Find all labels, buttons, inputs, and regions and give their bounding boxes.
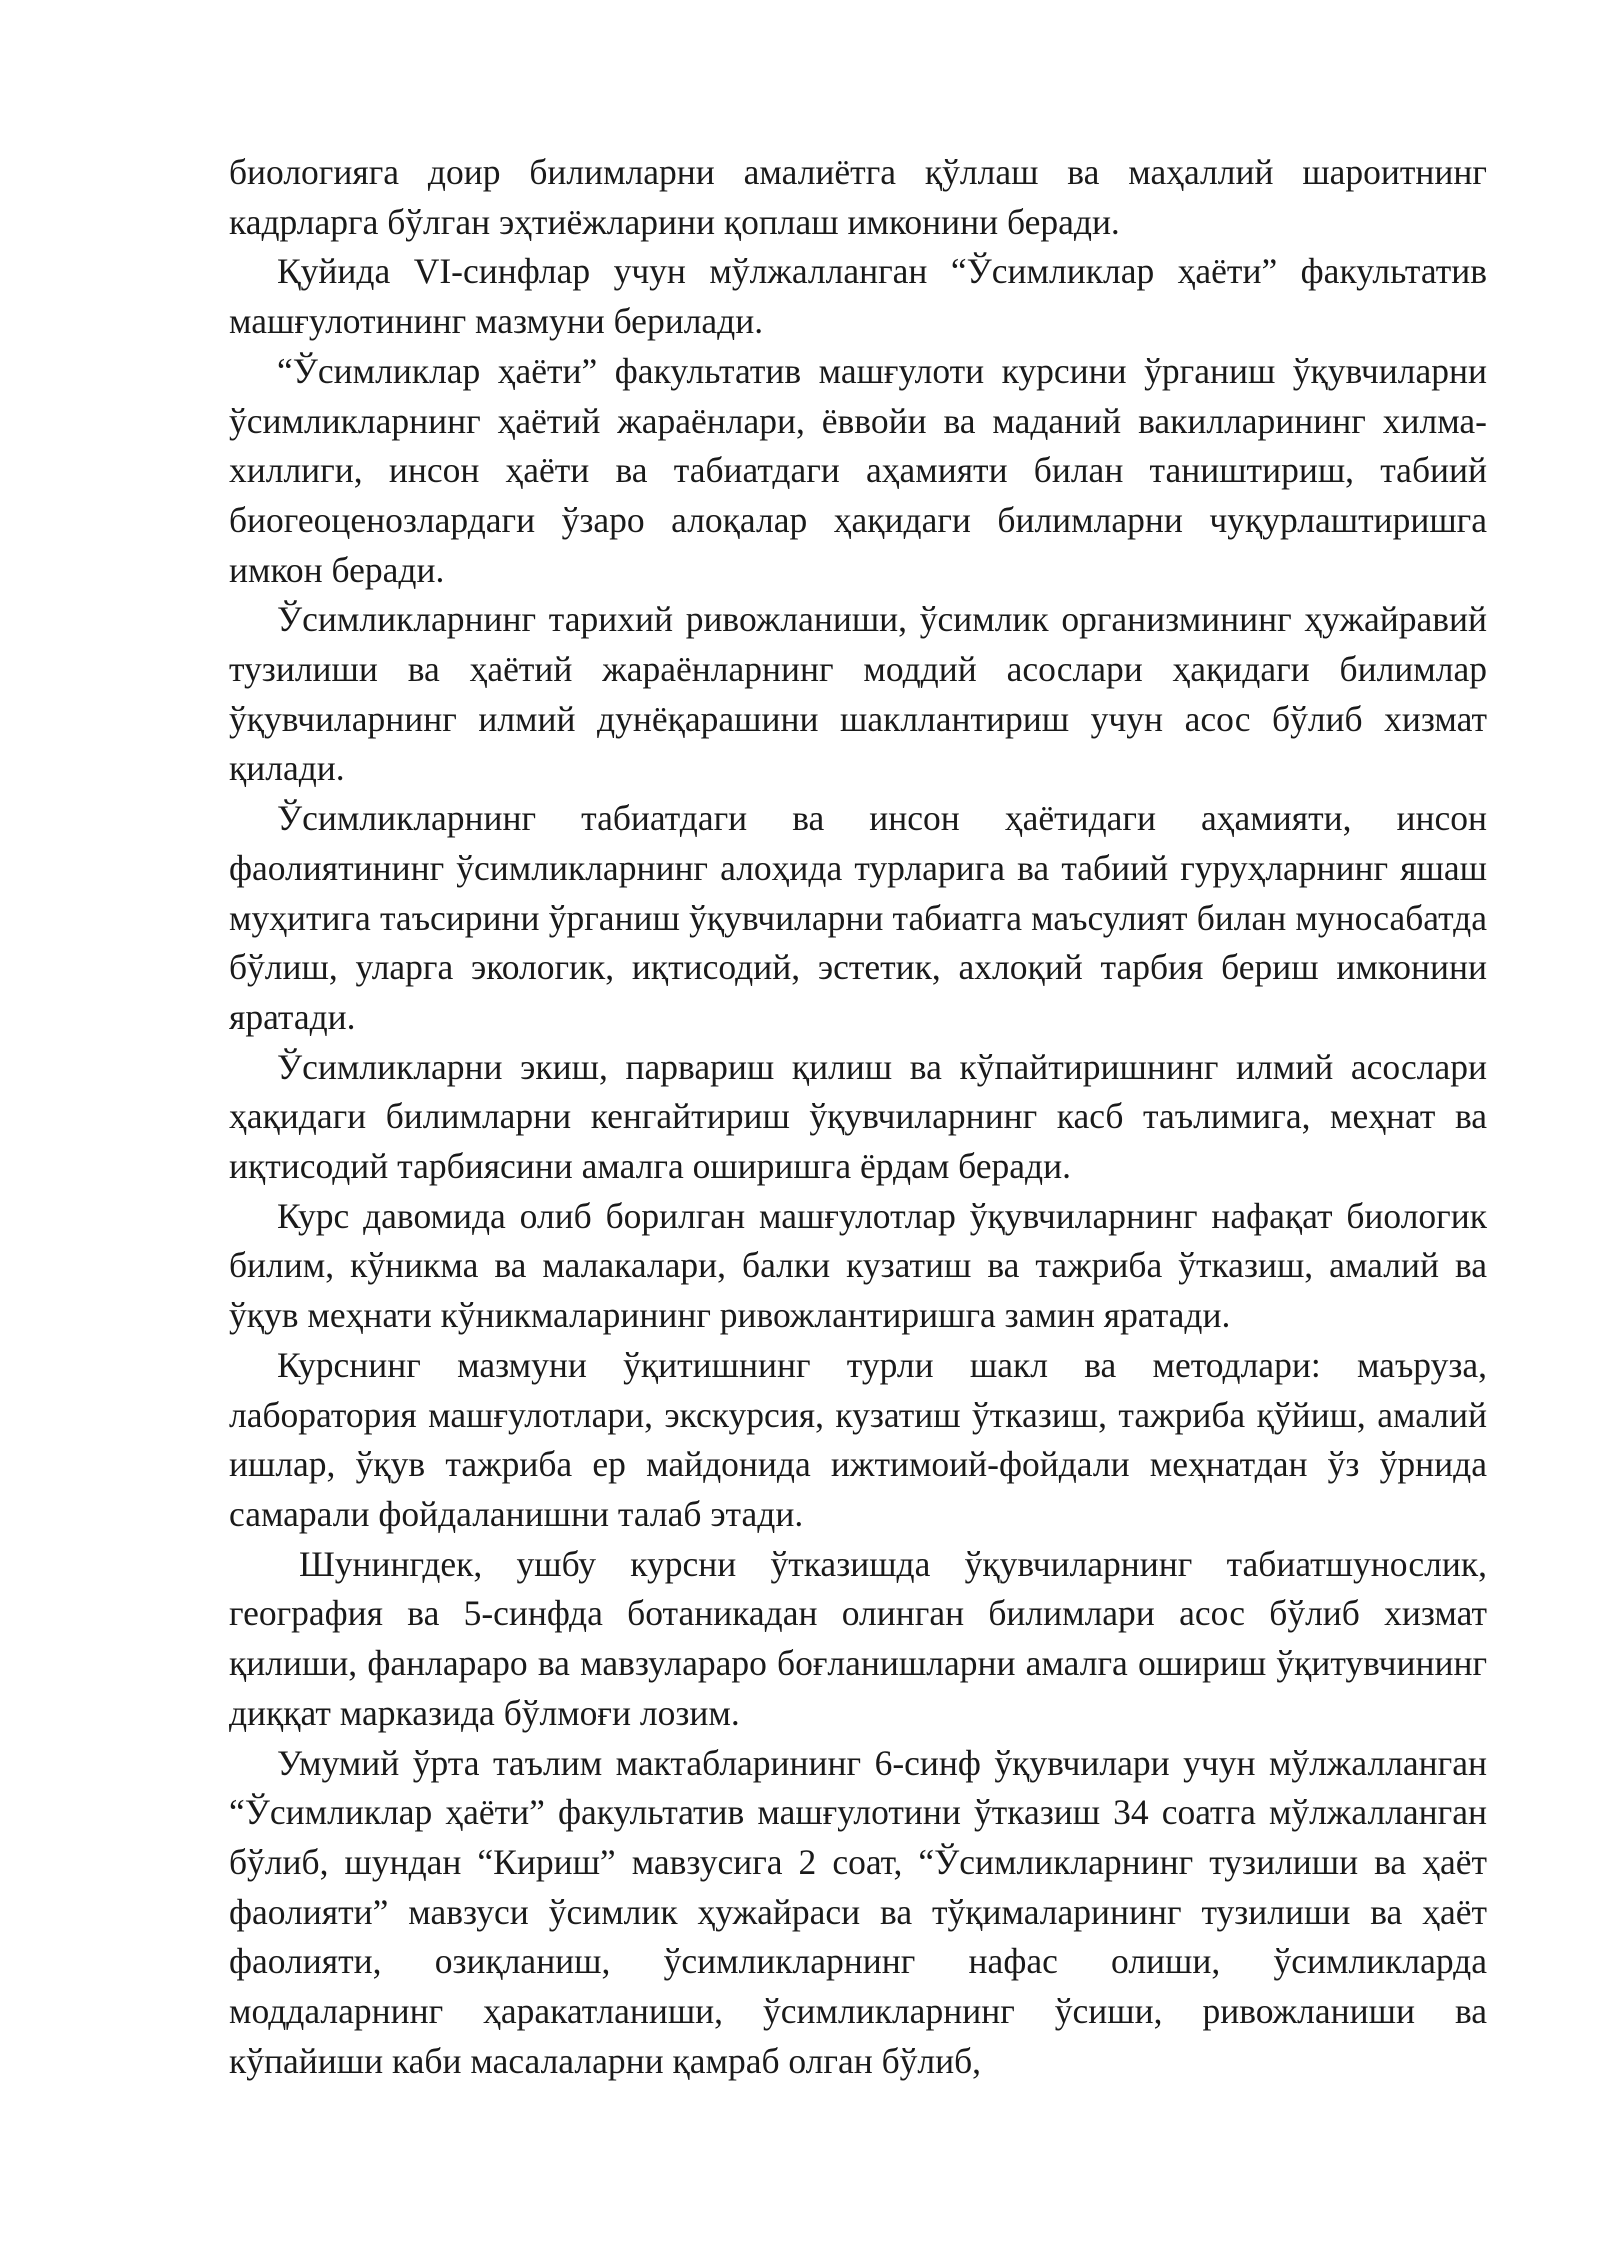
- paragraph: Курс давомида олиб борилган машғулотлар ўқувчиларнинг нафақат биологик билим, кўникма ва малакалари, балки кузатиш ва тажриба ўтказиш, амалий ва ўқув меҳнати кўникмаларининг ривожлантиришга замин яратади.: [229, 1195, 1487, 1336]
- paragraph: “Ўсимликлар ҳаёти” факультатив машғулоти курсини ўрганиш ўқувчиларни ўсимликларнинг ҳаётий жараёнлари, ёввойи ва маданий вакилларининг хилма-хиллиги, инсон ҳаёти ва табиатдаги аҳамияти билан таништириш, табиий биогеоценозлардаги ўзаро алоқалар ҳақидаги билимларни чуқурлаштиришга имкон беради.: [229, 350, 1487, 590]
- paragraph: Шунингдек, ушбу курсни ўтказишда ўқувчиларнинг табиатшунослик, география ва 5-синфда ботаникадан олинган билимлари асос бўлиб хизмат қилиши, фанлараро ва мавзулараро боғланишларни амалга ошириш ўқитувчининг диққат марказида бўлмоғи лозим.: [229, 1543, 1487, 1733]
- document-body: [229, 148, 1487, 2086]
- paragraph: Умумий ўрта таълим мактабларининг 6-синф ўқувчилари учун мўлжалланган “Ўсимликлар ҳаёти” факультатив машғулотини ўтказиш 34 соатга мўлжалланган бўлиб, шундан “Кириш” мавзусига 2 соат, “Ўсимликларнинг тузилиши ва ҳаёт фаолияти” мавзуси ўсимлик ҳужайраси ва тўқималарининг тузилиши ва ҳаёт фаолияти, озиқланиш, ўсимликларнинг нафас олиши, ўсимликларда моддаларнинг ҳаракатланиши, ўсимликларнинг ўсиши, ривожланиши ва кўпайиши каби масалаларни қамраб олган бўлиб,: [229, 1742, 1487, 2081]
- paragraph: Ўсимликларнинг тарихий ривожланиши, ўсимлик организмининг ҳужайравий тузилиши ва ҳаётий жараёнларнинг моддий асослари ҳақидаги билимлар ўқувчиларнинг илмий дунёқарашини шакллантириш учун асос бўлиб хизмат қилади.: [229, 599, 1487, 789]
- paragraph: Ўсимликларнинг табиатдаги ва инсон ҳаётидаги аҳамияти, инсон фаолиятининг ўсимликларнинг алоҳида турларига ва табиий гуруҳларнинг яшаш муҳитига таъсирини ўрганиш ўқувчиларни табиатга маъсулият билан муносабатда бўлиш, уларга экологик, иқтисодий, эстетик, ахлоқий тарбия бериш имконини яратади.: [229, 798, 1487, 1037]
- paragraph: Курснинг мазмуни ўқитишнинг турли шакл ва методлари: маъруза, лаборатория машғулотлари, экскурсия, кузатиш ўтказиш, тажриба қўйиш, амалий ишлар, ўқув тажриба ер майдонида ижтимоий-фойдали меҳнатдан ўз ўрнида самарали фойдаланишни талаб этади.: [229, 1344, 1487, 1534]
- paragraph: Қуйида VI-синфлар учун мўлжалланган “Ўсимликлар ҳаёти” факультатив машғулотининг мазмуни берилади.: [229, 251, 1487, 342]
- paragraph-continuation: биологияга доир билимларни амалиётга қўллаш ва маҳаллий шароитнинг кадрларга бўлган эҳтиёжларини қоплаш имконини беради.: [229, 152, 1487, 242]
- paragraph: Ўсимликларни экиш, парвариш қилиш ва кўпайтиришнинг илмий асослари ҳақидаги билимларни кенгайтириш ўқувчиларнинг касб таълимига, меҳнат ва иқтисодий тарбиясини амалга оширишга ёрдам беради.: [229, 1046, 1487, 1187]
